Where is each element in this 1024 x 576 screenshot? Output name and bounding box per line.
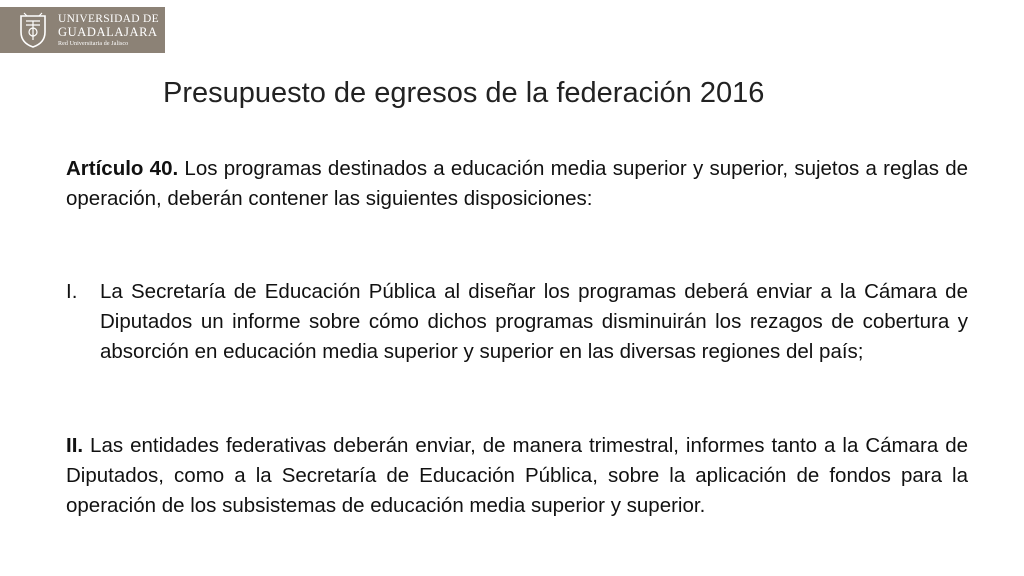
list-item-i (66, 277, 968, 367)
list-text-ii: Las entidades federativas deberán enviar, de manera trimestral, informes tanto a la Cámara de Diputados, como a la Secretaría de Educación Pública, sobre la aplicación de fondos para la operación de los subsistemas de educación media superior y superior. (66, 434, 968, 517)
university-seal-icon (16, 11, 50, 49)
list-numeral-ii: II. (66, 434, 84, 457)
logo-line-network: Red Universitaria de Jalisco (58, 40, 129, 47)
list-item-ii (66, 431, 968, 521)
slide-title: Presupuesto de egresos de la federación 2016 (163, 77, 765, 109)
article-text: Los programas destinados a educación media superior y superior, sujetos a reglas de operación, deberán contener las siguientes disposiciones: (66, 157, 969, 210)
article-label: Artículo 40. (66, 157, 179, 180)
university-logo (0, 7, 165, 53)
logo-line-guadalajara: GUADALAJARA (58, 25, 158, 39)
logo-text (58, 14, 159, 47)
list-text-i: La Secretaría de Educación Pública al diseñar los programas deberá enviar a la Cámara de Diputados un informe sobre cómo dichos programas disminuirán los rezagos de cobertura y absorción en educación media superior y superior en las diversas regiones del país; (100, 280, 968, 363)
article-paragraph (66, 154, 968, 214)
logo-line-university: UNIVERSIDAD DE (58, 12, 159, 25)
list-numeral-i: I. (66, 280, 78, 303)
